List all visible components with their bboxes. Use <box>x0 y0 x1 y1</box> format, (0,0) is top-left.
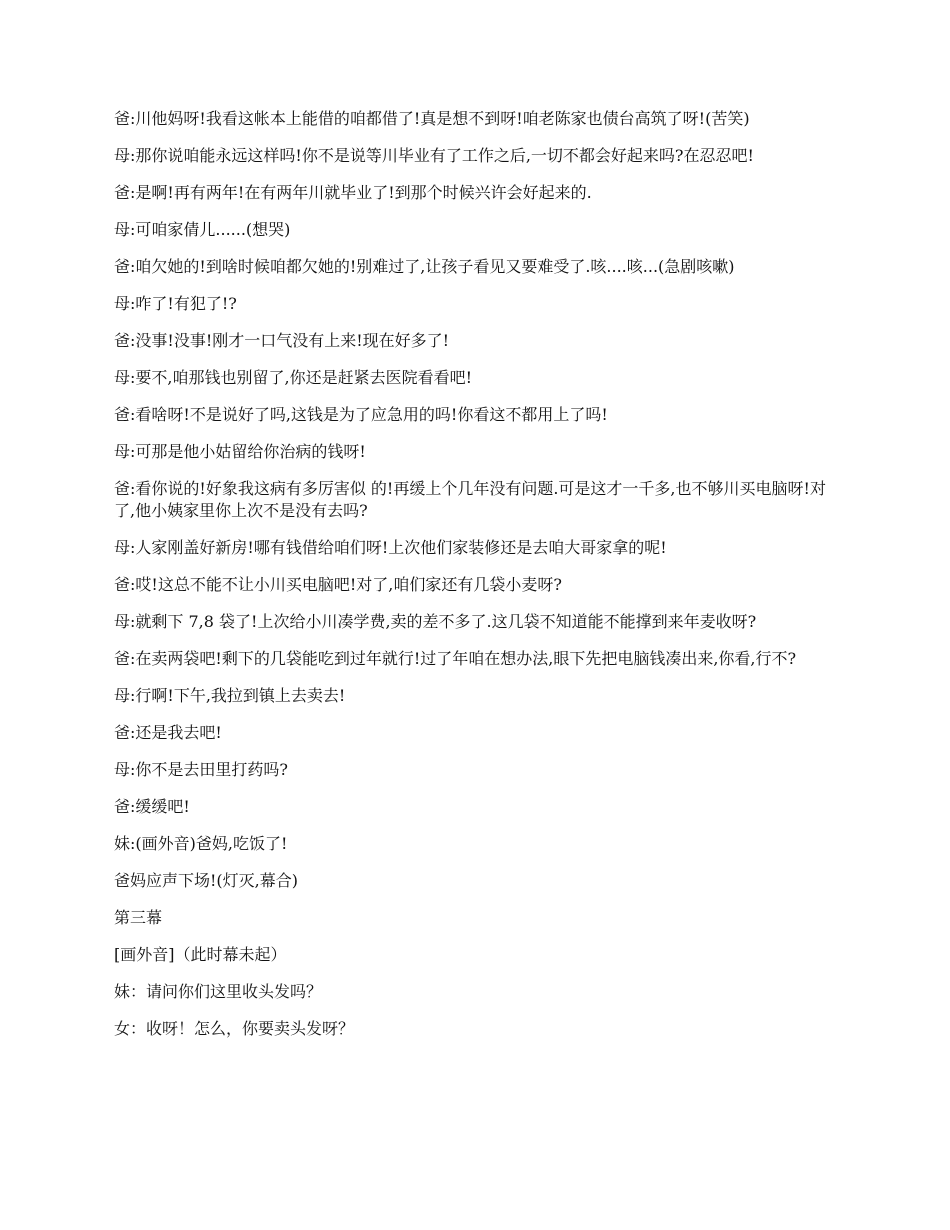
dialogue-line: 爸:哎!这总不能不让小川买电脑吧!对了,咱们家还有几袋小麦呀? <box>114 575 562 594</box>
dialogue-line: 爸:在卖两袋吧!剩下的几袋能吃到过年就行!过了年咱在想办法,眼下先把电脑钱凑出来,你看,行不? <box>114 649 797 668</box>
dialogue-line: 爸:没事!没事!刚才一口气没有上来!现在好多了! <box>114 331 450 350</box>
act-heading: 第三幕 <box>114 908 163 927</box>
dialogue-line: 母:人家刚盖好新房!哪有钱借给咱们呀!上次他们家装修还是去咱大哥家拿的呢! <box>114 538 667 557</box>
dialogue-line: 妹:(画外音)爸妈,吃饭了! <box>114 834 288 853</box>
dialogue-line: 爸:缓缓吧! <box>114 797 190 816</box>
dialogue-line: 母:那你说咱能永远这样吗!你不是说等川毕业有了工作之后,一切不都会好起来吗?在忍忍吧! <box>114 146 754 165</box>
dialogue-line: 爸:川他妈呀!我看这帐本上能借的咱都借了!真是想不到呀!咱老陈家也债台高筑了呀!(苦笑) <box>114 109 750 128</box>
dialogue-line: 女：收呀！怎么，你要卖头发呀？ <box>114 1019 355 1038</box>
dialogue-line: 爸:看啥呀!不是说好了吗,这钱是为了应急用的吗!你看这不都用上了吗! <box>114 405 608 424</box>
dialogue-line: 爸:还是我去吧! <box>114 723 222 742</box>
dialogue-line: 母:咋了!有犯了!? <box>114 294 237 313</box>
dialogue-line: 母:可那是他小姑留给你治病的钱呀! <box>114 442 366 461</box>
dialogue-line: 爸:看你说的!好象我这病有多厉害似 的!再缓上个几年没有问题.可是这才一千多,也不够川买电脑呀!对了,他小姨家里你上次不是没有去吗? <box>114 479 826 520</box>
dialogue-line: 爸:是啊!再有两年!在有两年川就毕业了!到那个时候兴许会好起来的. <box>114 183 592 202</box>
document-page <box>114 108 830 1055</box>
dialogue-line: 爸:咱欠她的!到啥时候咱都欠她的!别难过了,让孩子看见又要难受了.咳....咳...(急剧咳嗽) <box>114 257 735 276</box>
stage-direction: 爸妈应声下场!(灯灭,幕合) <box>114 871 299 890</box>
dialogue-line: 母:就剩下 7,8 袋了!上次给小川凑学费,卖的差不多了.这几袋不知道能不能撑到来年麦收呀? <box>114 612 757 631</box>
stage-direction: [画外音]（此时幕未起） <box>114 945 287 964</box>
dialogue-line: 母:要不,咱那钱也别留了,你还是赶紧去医院看看吧! <box>114 368 472 387</box>
dialogue-line: 母:可咱家倩儿......(想哭) <box>114 220 291 239</box>
dialogue-line: 妹：请问你们这里收头发吗？ <box>114 982 323 1001</box>
dialogue-line: 母:你不是去田里打药吗? <box>114 760 288 779</box>
dialogue-line: 母:行啊!下午,我拉到镇上去卖去! <box>114 686 346 705</box>
